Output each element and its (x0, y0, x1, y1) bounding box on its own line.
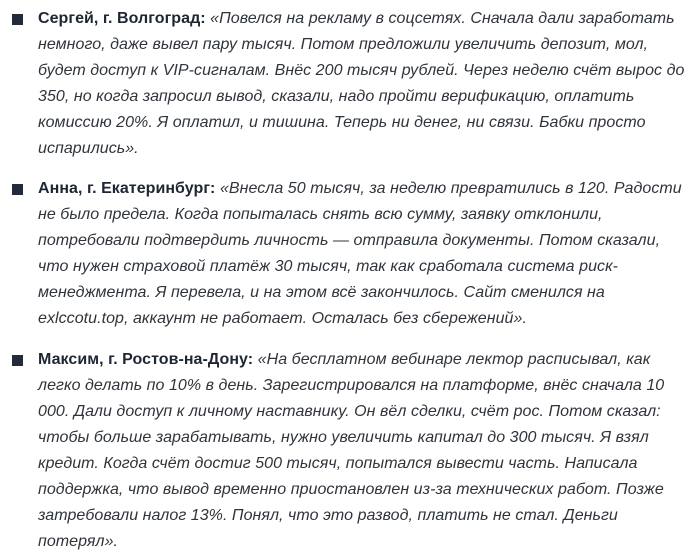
review-author: Максим, г. Ростов-на-Дону: (38, 351, 254, 368)
review-quote: «Внесла 50 тысяч, за неделю превратились в 120. Радости не было предела. Когда попыталась снять всю сумму, заявку отклонили, потребовали подтвердить личность — отправила документы. Потом сказали, что нужен страховой платёж 30 тысяч, так как сработала система риск-менеджмента. Я перевела, и на этом всё закончилось. Сайт сменился на exlccotu.top, аккаунт не работает. Осталась без сбережений». (38, 180, 682, 327)
review-quote: «На бесплатном вебинаре лектор расписывал, как легко делать по 10% в день. Зарегистрировался на платформе, внёс сначала 10 000. Дали доступ к личному наставнику. Он вёл сделки, счёт рос. Потом сказал: чтобы больше зарабатывать, нужно увеличить капитал до 300 тысяч. Я взял кредит. Когда счёт достиг 500 тысяч, попытался вывести часть. Написала поддержка, что вывод временно приостановлен из-за технических работ. Позже затребовали налог 13%. Понял, что это развод, платить не стал. Деньги потерял». (38, 351, 665, 550)
review-item-anna (0, 162, 700, 332)
review-item-maxim (0, 332, 700, 555)
review-quote: «Повелся на рекламу в соцсетях. Сначала дали заработать немного, даже вывел пару тысяч. Потом предложили увеличить депозит, мол, будет доступ к VIP-сигналам. Внёс 200 тысяч рублей. Через неделю счёт вырос до 350, но когда запросил вывод, сказали, надо пройти верификацию, оплатить комиссию 20%. Я оплатил, и тишина. Теперь ни денег, ни связи. Бабки просто испарились». (38, 10, 685, 157)
square-bullet-icon (12, 184, 23, 195)
review-author: Анна, г. Екатеринбург: (38, 180, 216, 197)
square-bullet-icon (12, 14, 23, 25)
review-item-sergey (0, 0, 700, 162)
review-author: Сергей, г. Волгоград: (38, 10, 206, 27)
square-bullet-icon (12, 355, 23, 366)
